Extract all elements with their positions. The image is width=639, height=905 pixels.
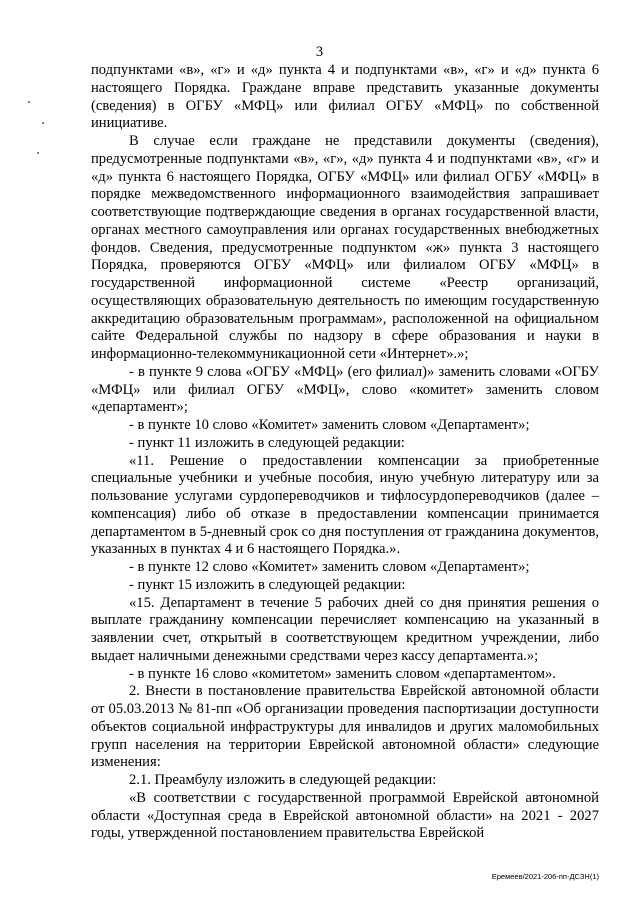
paragraph-6: «11. Решение о предоставлении компенсации за приобретенные специальные учебники и учебные пособия, иную учебную литературу или за пользование услугами сурдопереводчиков и тифлосурдопереводчиков (далее – компенсация) либо об отказе в предоставлении компенсации принимается департаментом в 5-дневный срок со дня поступления от гражданина документов, указанных в пунктах 4 и 6 настоящего Порядка.». [91,452,599,558]
paragraph-9: «15. Департамент в течение 5 рабочих дней со дня принятия решения о выплате гражданину компенсации перечисляет компенсацию на указанный в заявлении счет, открытый в соответствующем кредитном учреждении, либо выдает наличными денежными средствами через кассу департамента.»; [91,594,599,664]
paragraph-2: В случае если граждане не представили документы (сведения), предусмотренные подпунктами «в», «г», «д» пункта 4 и подпунктами «в», «г» и «д» пункта 6 настоящего Порядка, ОГБУ «МФЦ» или филиал ОГБУ «МФЦ» в порядке межведомственного информационного взаимодействия запрашивает соответствующие подтверждающие сведения в органах государственной власти, органах местного самоуправления или органах государственных внебюджетных фондов. Сведения, предусмотренные подпунктом «ж» пункта 3 настоящего Порядка, проверяются ОГБУ «МФЦ» или филиалом ОГБУ «МФЦ» в государственной информационной системе «Реестр организаций, осуществляющих образовательную деятельность по имеющим государственную аккредитацию образовательным программам», расположенной на официальном сайте Федеральной службы по надзору в сфере образования и науки в информационно-телекоммуникационной сети «Интернет».»; [91,133,599,362]
paragraph-7: - в пункте 12 слово «Комитет» заменить словом «Департамент»; [129,559,530,575]
page-number: 3 [315,44,324,60]
paragraph-12: 2.1. Преамбулу изложить в следующей редакции: [129,772,437,788]
scan-speck [42,122,44,124]
paragraph-13: «В соответствии с государственной программой Еврейской автономной области «Доступная среда в Еврейской автономной области» на 2021 - 2027 годы, утвержденной постановлением правительства Еврейской [91,789,599,842]
document-code: Еремеев/2021-206-пп-ДСЗН(1) [491,872,599,881]
paragraph-8: - пункт 15 изложить в следующей редакции: [129,576,406,593]
paragraph-10: - в пункте 16 слово «комитетом» заменить словом «департаментом». [129,665,556,682]
paragraph-3: - в пункте 9 слова «ОГБУ «МФЦ» (его филиал)» заменить словами «ОГБУ «МФЦ» или филиал ОГБУ «МФЦ», слово «комитет» заменить словом «департамент»; [91,363,599,416]
paragraph-5: - пункт 11 изложить в следующей редакции: [129,434,405,451]
paragraph-11: 2. Внести в постановление правительства Еврейской автономной области от 05.03.2013 № 81-пп «Об организации проведения паспортизации доступности объектов социальной инфраструктуры для инвалидов и других маломобильных групп населения на территории Еврейской автономной области» следующие изменения: [91,683,599,771]
scan-speck [37,152,39,154]
document-body [91,62,599,843]
paragraph-4: - в пункте 10 слово «Комитет» заменить словом «Департамент»; [129,417,530,433]
paragraph-1: подпунктами «в», «г» и «д» пункта 4 и подпунктами «в», «г» и «д» пункта 6 настоящего Порядка. Граждане вправе представить указанные документы (сведения) в ОГБУ «МФЦ» или филиал ОГБУ «МФЦ» по собственной инициативе. [91,62,599,132]
scan-speck [28,101,30,103]
